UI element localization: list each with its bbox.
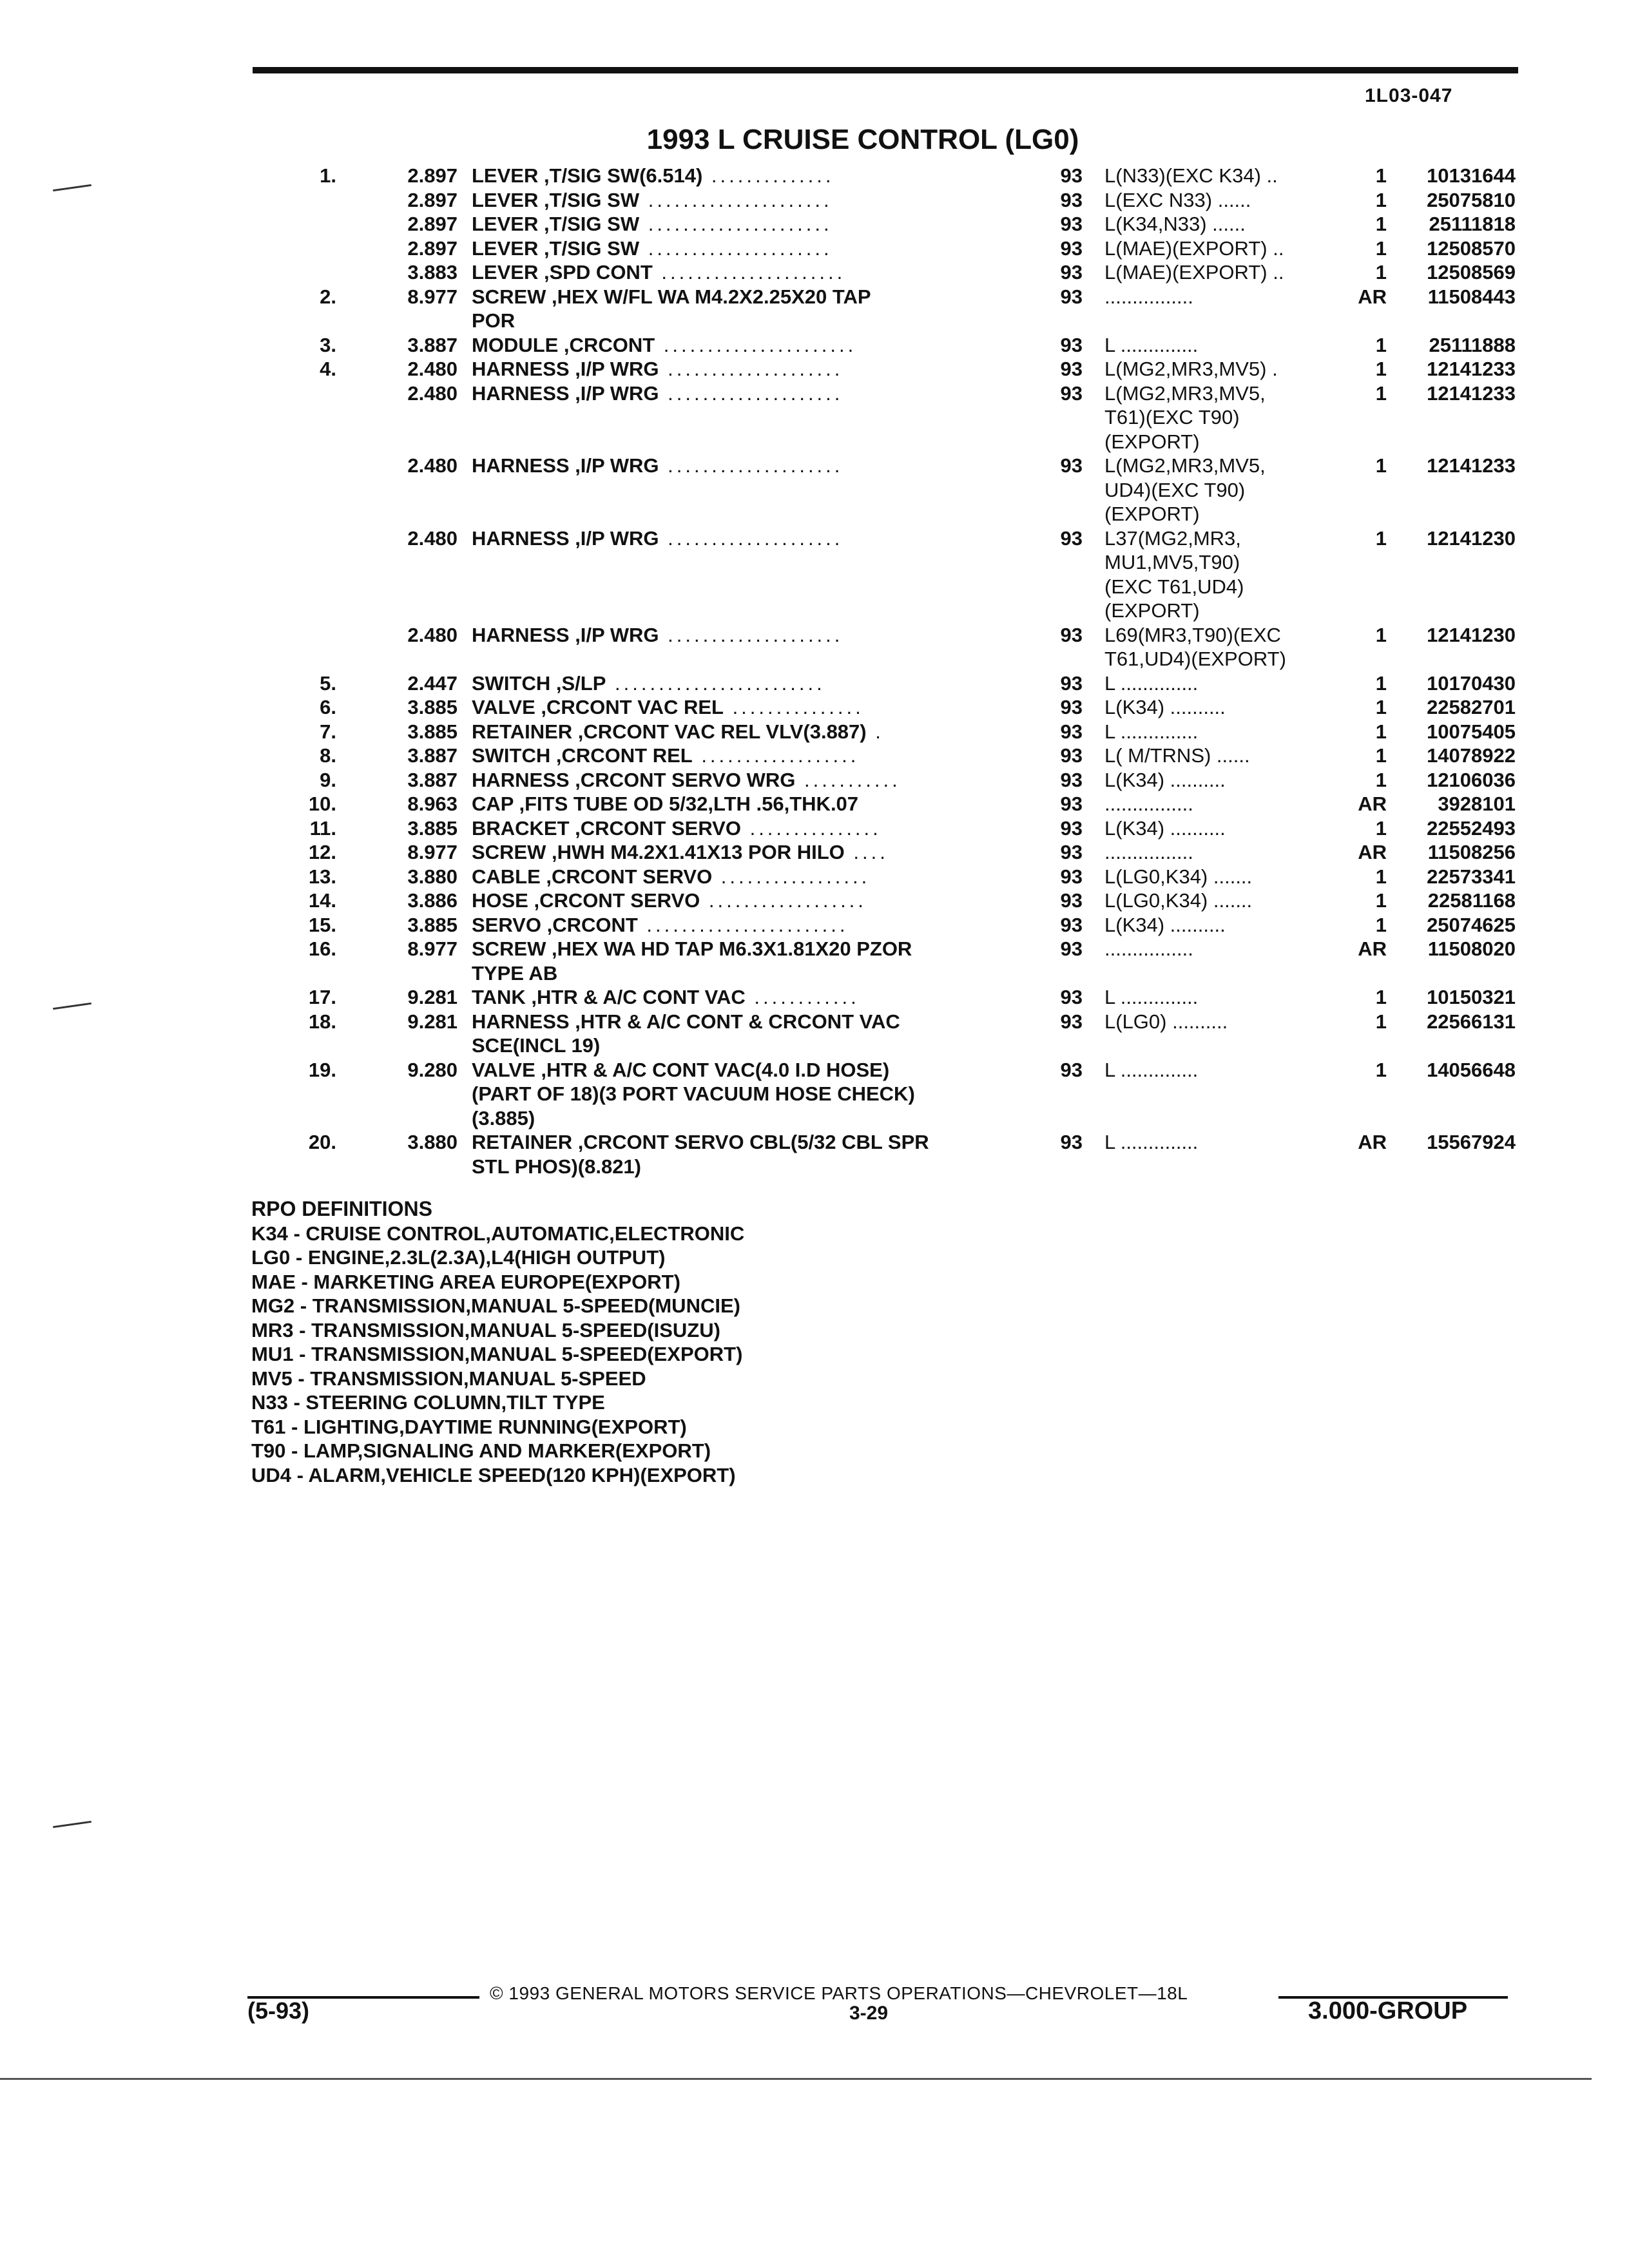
rpo-item: MU1 - TRANSMISSION,MANUAL 5-SPEED(EXPORT) (251, 1343, 743, 1365)
model-year: 93 (1060, 623, 1083, 646)
dot-leader: .............. (702, 164, 834, 187)
quantity: 1 (1375, 696, 1387, 718)
application: ................ (1104, 793, 1193, 815)
parts-row (0, 865, 1629, 889)
group-number: 3.885 (407, 816, 458, 840)
part-description: LEVER ,T/SIG SW(6.514) .............. (472, 164, 834, 187)
model-year: 93 (1060, 454, 1083, 477)
item-number: 20. (308, 1131, 336, 1153)
item-number: 13. (308, 865, 336, 888)
parts-row (0, 816, 1629, 841)
dot-leader: ..................... (639, 213, 833, 235)
dot-leader: .................... (659, 358, 843, 380)
rpo-item: MV5 - TRANSMISSION,MANUAL 5-SPEED (251, 1367, 646, 1390)
rpo-definitions (251, 1197, 744, 1487)
dot-leader: ...................... (655, 333, 857, 356)
item-number: 7. (320, 720, 336, 743)
item-number: 1. (320, 164, 336, 187)
quantity: 1 (1375, 188, 1387, 211)
group-number: 3.880 (407, 1131, 458, 1153)
part-description: CABLE ,CRCONT SERVO ................. (472, 865, 871, 888)
model-year: 93 (1060, 889, 1083, 912)
parts-row (0, 889, 1629, 913)
part-description: HARNESS ,I/P WRG .................... (472, 623, 843, 646)
group-number: 2.897 (407, 164, 458, 187)
part-number: 25111888 (1429, 333, 1516, 356)
item-number: 5. (320, 671, 336, 695)
application: L(MG2,MR3,MV5, UD4)(EXC T90) (EXPORT) (1104, 454, 1266, 525)
item-number: 6. (320, 696, 336, 718)
application: L(LG0) .......... (1104, 1010, 1228, 1033)
dot-leader: .................... (659, 381, 843, 405)
model-year: 93 (1060, 188, 1083, 211)
parts-row (0, 985, 1629, 1010)
parts-row (0, 260, 1629, 285)
rpo-item: MR3 - TRANSMISSION,MANUAL 5-SPEED(ISUZU) (251, 1318, 720, 1341)
application: L(MAE)(EXPORT) .. (1104, 236, 1284, 260)
parts-row (0, 212, 1629, 236)
application: ................ (1104, 937, 1193, 960)
parts-row (0, 623, 1629, 671)
parts-row (0, 840, 1629, 865)
part-number: 3928101 (1438, 793, 1516, 815)
rpo-list (251, 1222, 744, 1488)
group-number: 2.447 (407, 671, 458, 695)
part-number: 25111818 (1429, 213, 1516, 235)
footer-copyright: © 1993 GENERAL MOTORS SERVICE PARTS OPERATIONS—CHEVROLET—18L (490, 1983, 1188, 2003)
dot-leader: ..................... (639, 236, 833, 260)
application: L .............. (1104, 671, 1199, 695)
parts-row (0, 285, 1629, 333)
part-description: HARNESS ,I/P WRG .................... (472, 526, 843, 550)
dot-leader: ........................ (606, 671, 825, 695)
dot-leader: .................. (692, 744, 860, 767)
part-number: 10150321 (1427, 986, 1516, 1008)
part-description: HARNESS ,I/P WRG .................... (472, 381, 843, 405)
model-year: 93 (1060, 358, 1083, 380)
application: L(MG2,MR3,MV5) . (1104, 358, 1278, 380)
part-number: 25075810 (1427, 188, 1516, 211)
part-number: 12141233 (1427, 358, 1516, 380)
part-number: 22573341 (1427, 865, 1516, 888)
parts-row (0, 1010, 1629, 1058)
top-rule (253, 67, 1518, 73)
parts-row (0, 357, 1629, 381)
dot-leader: ............... (740, 816, 882, 840)
quantity: 1 (1375, 1058, 1387, 1081)
binder-mark (53, 1821, 92, 1828)
parts-row (0, 188, 1629, 213)
parts-row (0, 526, 1629, 623)
item-number: 3. (320, 333, 336, 356)
document-id: 1L03-047 (1365, 85, 1453, 106)
group-number: 3.885 (407, 696, 458, 718)
model-year: 93 (1060, 793, 1083, 815)
group-number: 3.887 (407, 744, 458, 767)
model-year: 93 (1060, 671, 1083, 695)
group-number: 2.480 (407, 381, 458, 405)
item-number: 19. (308, 1058, 336, 1081)
rpo-item: K34 - CRUISE CONTROL,AUTOMATIC,ELECTRONIC (251, 1222, 745, 1245)
dot-leader: ........... (795, 768, 901, 791)
parts-row (0, 720, 1629, 744)
parts-row (0, 768, 1629, 793)
item-number: 17. (308, 986, 336, 1008)
parts-row (0, 913, 1629, 937)
item-number: 16. (308, 937, 336, 960)
footer-page-number: 3-29 (849, 2003, 889, 2024)
model-year: 93 (1060, 816, 1083, 840)
model-year: 93 (1060, 1131, 1083, 1153)
group-number: 2.480 (407, 454, 458, 477)
group-number: 2.480 (407, 526, 458, 550)
application: L(K34) .......... (1104, 768, 1226, 791)
parts-row (0, 164, 1629, 188)
part-number: 12508570 (1427, 236, 1516, 260)
part-description: HARNESS ,I/P WRG .................... (472, 358, 843, 380)
group-number: 2.480 (407, 358, 458, 380)
group-number: 8.977 (407, 937, 458, 960)
quantity: 1 (1375, 381, 1387, 405)
part-description: RETAINER ,CRCONT VAC REL VLV(3.887) . (472, 720, 884, 743)
model-year: 93 (1060, 720, 1083, 743)
dot-leader: ............... (723, 696, 864, 718)
quantity: 1 (1375, 261, 1387, 284)
application: L(K34) .......... (1104, 816, 1226, 840)
model-year: 93 (1060, 526, 1083, 550)
part-number: 22552493 (1427, 816, 1516, 840)
model-year: 93 (1060, 213, 1083, 235)
item-number: 8. (320, 744, 336, 767)
group-number: 3.885 (407, 913, 458, 936)
parts-row (0, 1130, 1629, 1178)
application: L .............. (1104, 986, 1199, 1008)
group-number: 8.977 (407, 285, 458, 308)
item-number: 9. (320, 768, 336, 791)
application: ................ (1104, 841, 1193, 863)
application: L69(MR3,T90)(EXC T61,UD4)(EXPORT) (1104, 623, 1286, 670)
item-number: 14. (308, 889, 336, 912)
part-number: 14078922 (1427, 744, 1516, 767)
quantity: 1 (1375, 744, 1387, 767)
rpo-item: MG2 - TRANSMISSION,MANUAL 5-SPEED(MUNCIE) (251, 1294, 740, 1317)
part-description: HOSE ,CRCONT SERVO .................. (472, 889, 867, 912)
application: L(K34,N33) ...... (1104, 213, 1246, 235)
group-number: 3.887 (407, 333, 458, 356)
item-number: 4. (320, 358, 336, 380)
model-year: 93 (1060, 865, 1083, 888)
dot-leader: ..................... (652, 261, 846, 284)
application: L(LG0,K34) ....... (1104, 865, 1253, 888)
part-number: 10131644 (1427, 164, 1516, 187)
part-number: 11508020 (1427, 937, 1516, 960)
part-description: RETAINER ,CRCONT SERVO CBL(5/32 CBL SPR STL PHOS)(8.821) (472, 1131, 929, 1178)
quantity: AR (1358, 285, 1387, 308)
parts-row (0, 744, 1629, 768)
parts-row (0, 1058, 1629, 1131)
model-year: 93 (1060, 285, 1083, 308)
quantity: AR (1358, 1131, 1387, 1153)
dot-leader: ................. (712, 865, 871, 888)
item-number: 2. (320, 285, 336, 308)
part-description: SCREW ,HEX WA HD TAP M6.3X1.81X20 PZOR TYPE AB (472, 937, 912, 985)
part-number: 12141230 (1427, 526, 1516, 550)
quantity: 1 (1375, 913, 1387, 936)
part-number: 12141233 (1427, 381, 1516, 405)
parts-row (0, 671, 1629, 696)
part-description: SWITCH ,CRCONT REL .................. (472, 744, 860, 767)
part-description: VALVE ,CRCONT VAC REL ............... (472, 696, 864, 718)
group-number: 9.280 (407, 1058, 458, 1081)
application: L( M/TRNS) ...... (1104, 744, 1250, 767)
model-year: 93 (1060, 1010, 1083, 1033)
part-description: SCREW ,HWH M4.2X1.41X13 POR HILO .... (472, 841, 889, 863)
part-description: MODULE ,CRCONT ...................... (472, 333, 857, 356)
quantity: 1 (1375, 213, 1387, 235)
part-number: 25074625 (1427, 913, 1516, 936)
part-number: 22582701 (1427, 696, 1516, 718)
part-number: 14056648 (1427, 1058, 1516, 1081)
model-year: 93 (1060, 696, 1083, 718)
part-description: TANK ,HTR & A/C CONT VAC ............ (472, 986, 860, 1008)
group-number: 3.887 (407, 768, 458, 791)
rpo-item: UD4 - ALARM,VEHICLE SPEED(120 KPH)(EXPORT) (251, 1463, 736, 1486)
application: L(LG0,K34) ....... (1104, 889, 1253, 912)
part-description: LEVER ,T/SIG SW ..................... (472, 213, 833, 235)
item-number: 15. (308, 913, 336, 936)
model-year: 93 (1060, 333, 1083, 356)
part-number: 11508443 (1427, 285, 1516, 308)
parts-row (0, 333, 1629, 358)
section-title: 1993 L CRUISE CONTROL (LG0) (646, 124, 1079, 155)
model-year: 93 (1060, 261, 1083, 284)
quantity: 1 (1375, 865, 1387, 888)
quantity: 1 (1375, 1010, 1387, 1033)
parts-row (0, 381, 1629, 454)
model-year: 93 (1060, 164, 1083, 187)
part-description: LEVER ,SPD CONT ..................... (472, 261, 846, 284)
bottom-rule (0, 2078, 1592, 2080)
group-number: 3.885 (407, 720, 458, 743)
rpo-item: N33 - STEERING COLUMN,TILT TYPE (251, 1391, 605, 1414)
item-number: 12. (308, 841, 336, 863)
model-year: 93 (1060, 1058, 1083, 1081)
quantity: 1 (1375, 454, 1387, 477)
application: L(MAE)(EXPORT) .. (1104, 261, 1284, 284)
model-year: 93 (1060, 236, 1083, 260)
model-year: 93 (1060, 913, 1083, 936)
parts-row (0, 236, 1629, 261)
dot-leader: .................. (700, 889, 867, 912)
part-number: 10170430 (1427, 671, 1516, 695)
item-number: 10. (308, 793, 336, 815)
dot-leader: ..................... (639, 188, 833, 211)
part-number: 12141230 (1427, 623, 1516, 646)
dot-leader: ............ (745, 986, 860, 1008)
part-number: 11508256 (1427, 841, 1516, 863)
part-description: SWITCH ,S/LP ........................ (472, 671, 825, 695)
group-number: 3.886 (407, 889, 458, 912)
application: L .............. (1104, 333, 1199, 356)
group-number: 2.480 (407, 623, 458, 646)
quantity: 1 (1375, 889, 1387, 912)
part-description: HARNESS ,I/P WRG .................... (472, 454, 843, 477)
part-number: 12508569 (1427, 261, 1516, 284)
group-number: 9.281 (407, 986, 458, 1008)
footer-date-code: (5-93) (247, 1997, 310, 2024)
quantity: 1 (1375, 816, 1387, 840)
part-number: 12141233 (1427, 454, 1516, 477)
part-description: VALVE ,HTR & A/C CONT VAC(4.0 I.D HOSE) (PART OF 18)(3 PORT VACUUM HOSE CHECK) (3.885) (472, 1058, 915, 1129)
rpo-item: T90 - LAMP,SIGNALING AND MARKER(EXPORT) (251, 1439, 711, 1462)
part-number: 15567924 (1427, 1131, 1516, 1153)
quantity: 1 (1375, 671, 1387, 695)
application: L37(MG2,MR3, MU1,MV5,T90) (EXC T61,UD4) (EXPORT) (1104, 526, 1244, 622)
part-number: 22581168 (1427, 889, 1516, 912)
group-number: 8.977 (407, 841, 458, 863)
dot-leader: ....................... (637, 913, 849, 936)
application: L .............. (1104, 720, 1199, 743)
group-number: 3.883 (407, 261, 458, 284)
footer-group-label: 3.000-GROUP (1308, 1997, 1468, 2024)
dot-leader: . (866, 720, 884, 743)
quantity: 1 (1375, 236, 1387, 260)
group-number: 2.897 (407, 213, 458, 235)
parts-row (0, 695, 1629, 720)
dot-leader: .... (844, 841, 889, 863)
quantity: 1 (1375, 720, 1387, 743)
application: L .............. (1104, 1131, 1199, 1153)
dot-leader: .................... (659, 526, 843, 550)
rpo-item: LG0 - ENGINE,2.3L(2.3A),L4(HIGH OUTPUT) (251, 1246, 666, 1269)
quantity: 1 (1375, 333, 1387, 356)
application: L .............. (1104, 1058, 1199, 1081)
quantity: 1 (1375, 358, 1387, 380)
model-year: 93 (1060, 381, 1083, 405)
group-number: 2.897 (407, 236, 458, 260)
part-description: HARNESS ,HTR & A/C CONT & CRCONT VAC SCE(INCL 19) (472, 1010, 900, 1057)
part-number: 22566131 (1427, 1010, 1516, 1033)
rpo-item: MAE - MARKETING AREA EUROPE(EXPORT) (251, 1270, 680, 1293)
application: L(K34) .......... (1104, 913, 1226, 936)
quantity: 1 (1375, 986, 1387, 1008)
dot-leader: .................... (659, 623, 843, 646)
quantity: 1 (1375, 526, 1387, 550)
quantity: AR (1358, 937, 1387, 960)
parts-row (0, 792, 1629, 816)
part-description: LEVER ,T/SIG SW ..................... (472, 188, 833, 211)
application: L(K34) .......... (1104, 696, 1226, 718)
group-number: 3.880 (407, 865, 458, 888)
model-year: 93 (1060, 986, 1083, 1008)
application: L(MG2,MR3,MV5, T61)(EXC T90) (EXPORT) (1104, 381, 1266, 453)
quantity: 1 (1375, 164, 1387, 187)
parts-list (0, 164, 1629, 1178)
parts-row (0, 937, 1629, 985)
quantity: AR (1358, 841, 1387, 863)
part-description: SCREW ,HEX W/FL WA M4.2X2.25X20 TAP POR (472, 285, 871, 332)
application: L(N33)(EXC K34) .. (1104, 164, 1278, 187)
rpo-heading: RPO DEFINITIONS (251, 1197, 432, 1220)
dot-leader: .................... (659, 454, 843, 477)
part-number: 10075405 (1427, 720, 1516, 743)
quantity: 1 (1375, 623, 1387, 646)
model-year: 93 (1060, 768, 1083, 791)
part-description: HARNESS ,CRCONT SERVO WRG ........... (472, 768, 901, 791)
quantity: AR (1358, 793, 1387, 815)
model-year: 93 (1060, 841, 1083, 863)
group-number: 8.963 (407, 793, 458, 815)
part-description: LEVER ,T/SIG SW ..................... (472, 236, 833, 260)
group-number: 9.281 (407, 1010, 458, 1033)
model-year: 93 (1060, 937, 1083, 960)
quantity: 1 (1375, 768, 1387, 791)
part-description: CAP ,FITS TUBE OD 5/32,LTH .56,THK.07 (472, 793, 859, 815)
part-description: BRACKET ,CRCONT SERVO ............... (472, 816, 882, 840)
parts-row (0, 454, 1629, 526)
application: L(EXC N33) ...... (1104, 188, 1251, 211)
item-number: 11. (309, 816, 336, 840)
application: ................ (1104, 285, 1193, 308)
part-number: 12106036 (1427, 768, 1516, 791)
part-description: SERVO ,CRCONT ....................... (472, 913, 849, 936)
rpo-item: T61 - LIGHTING,DAYTIME RUNNING(EXPORT) (251, 1415, 687, 1438)
group-number: 2.897 (407, 188, 458, 211)
item-number: 18. (308, 1010, 336, 1033)
model-year: 93 (1060, 744, 1083, 767)
